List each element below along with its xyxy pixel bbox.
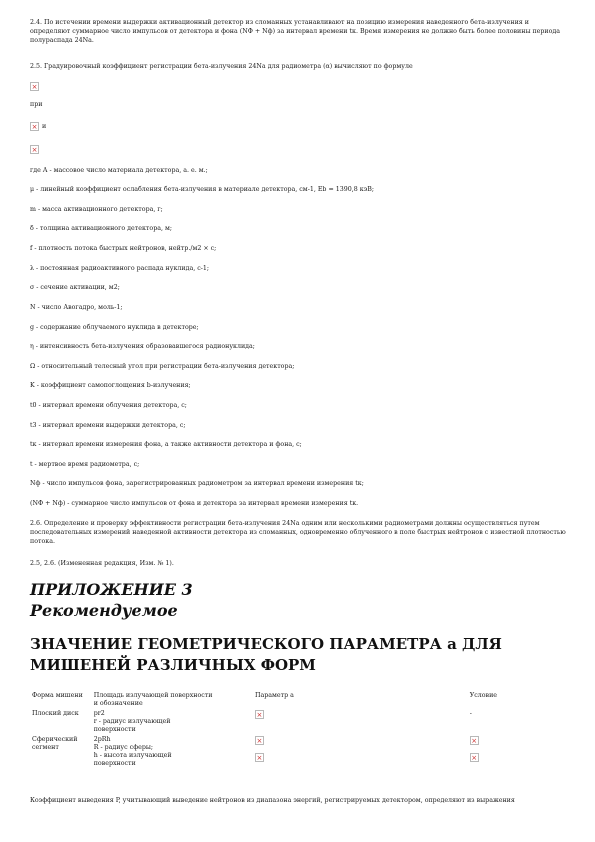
header-form: Форма мишени: [32, 692, 83, 699]
legend-delta: δ - толщина активационного детектора, м;: [30, 225, 173, 232]
geometry-table: [30, 691, 570, 769]
legend-m: m - масса активационного детектора, г;: [30, 206, 163, 213]
cell-area-line: pr2: [93, 710, 105, 717]
table-header-row: [30, 691, 570, 709]
cell-condition: -: [469, 710, 472, 717]
table-row: [30, 735, 570, 769]
broken-image-icon: ×: [31, 83, 38, 91]
broken-image-icon: ×: [256, 737, 263, 745]
text-pri: при: [30, 101, 43, 108]
paragraph-2-4: 2.4. По истечении времени выдержки активационный детектор из сломанных устанавливают на позицию измерения наведенного бета-излучения и определяют суммарное число импульсов от детектора и фона (NΦ + Nф) за интервал времени tк. Время измерения не должно быть более половины периода полураспада 24Na.: [30, 19, 561, 44]
cell-area-line: 2pRh: [93, 736, 111, 743]
cell-param: [253, 709, 468, 735]
legend-t0: t0 - интервал времени облучения детектора, с;: [30, 402, 187, 409]
legend-sum: (NΦ + Nф) - суммарное число импульсов от фона и детектора за интервал времени измерения tк.: [30, 500, 359, 507]
text-i: и: [42, 123, 47, 130]
legend-sigma: σ - сечение активации, м2;: [30, 284, 120, 291]
legend-omega: Ω - относительный телесный угол при регистрации бета-излучения детектора;: [30, 363, 295, 370]
broken-image-icon: ×: [256, 711, 263, 719]
broken-image-icon: ×: [31, 146, 38, 154]
appendix-number: ПРИЛОЖЕНИЕ 3: [30, 580, 193, 599]
table-row: [30, 709, 570, 735]
broken-image-icon: ×: [256, 754, 263, 762]
broken-image-icon: ×: [471, 754, 478, 762]
formula-row: [30, 122, 570, 131]
cell-param: [253, 735, 468, 769]
cell-form: [30, 735, 92, 769]
legend-K: K - коэффициент самопоглощения b-излучения;: [30, 382, 191, 389]
legend-tau: t - мертвое время радиометра, с;: [30, 461, 140, 468]
legend-nphi: Nф - число импульсов фона, зарегистрированных радиометром за интервал времени измерения tк;: [30, 480, 364, 487]
cell-area: [92, 709, 253, 735]
footer-paragraph: Коэффициент выведения P, учитывающий выведение нейтронов из диапазона энергий, регистрируемых детектором, определяют из выражения: [30, 797, 515, 804]
appendix-status: Рекомендуемое: [30, 601, 178, 620]
cell-area: [92, 735, 253, 769]
broken-image-icon: ×: [31, 123, 38, 131]
cell-area-line: h - высота излучающей: [93, 752, 172, 759]
cell-form-line: Сферический: [32, 736, 78, 743]
header-area: [92, 691, 253, 709]
legend-N: N - число Авогадро, моль-1;: [30, 304, 123, 311]
legend-g: g - содержание облучаемого нуклида в детекторе;: [30, 324, 199, 331]
cell-area-line: поверхности: [93, 760, 136, 767]
appendix-title-line1: ЗНАЧЕНИЕ ГЕОМЕТРИЧЕСКОГО ПАРАМЕТРА a ДЛЯ: [30, 635, 502, 653]
legend-mu: μ - линейный коэффициент ослабления бета-излучения в материале детектора, см-1, Eb = 1390,8 кэВ;: [30, 186, 374, 193]
cell-area-line: R - радиус сферы;: [93, 744, 154, 751]
broken-image-icon: ×: [471, 737, 478, 745]
paragraph-2-5: 2.5. Градуировочный коэффициент регистрации бета-излучения 24Na для радиометра (α) вычисляют по формуле: [30, 63, 413, 70]
appendix-title-line2: МИШЕНЕЙ РАЗЛИЧНЫХ ФОРМ: [30, 656, 316, 674]
legend-f: f - плотность потока быстрых нейтронов, нейтр./м2 × с;: [30, 245, 217, 252]
cell-area-line: поверхности: [93, 726, 136, 733]
header-condition: Условие: [469, 692, 498, 699]
paragraph-2-6: 2.6. Определение и проверку эффективности регистрации бета-излучения 24Na одним или несколькими радиометрами должны осуществляться путем последовательных измерений наведенной активности детектора из сломанных, одновременно облученного в поле быстрых нейтронов с известной плотностью потока.: [30, 520, 566, 545]
legend-t3: t3 - интервал времени выдержки детектора, с;: [30, 422, 186, 429]
cell-form: Плоский диск: [32, 710, 79, 717]
cell-condition: [468, 735, 570, 769]
legend-lambda: λ - постоянная радиоактивного распада нуклида, с-1;: [30, 265, 209, 272]
cell-area-line: r - радиус излучающей: [93, 718, 171, 725]
legend-tk: tк - интервал времени измерения фона, а также активности детектора и фона, с;: [30, 441, 302, 448]
cell-form-line: сегмент: [32, 744, 59, 751]
amendment-note: 2.5, 2.6. (Измененная редакция, Изм. № 1).: [30, 560, 174, 567]
header-area-line: Площадь излучающей поверхности: [93, 692, 213, 699]
legend-where: где A - массовое число материала детектора, а. е. м.;: [30, 167, 208, 174]
legend-eta: η - интенсивность бета-излучения образовавшегося радионуклида;: [30, 343, 255, 350]
header-param: Параметр a: [254, 692, 294, 699]
header-area-line: и обозначение: [93, 700, 143, 707]
